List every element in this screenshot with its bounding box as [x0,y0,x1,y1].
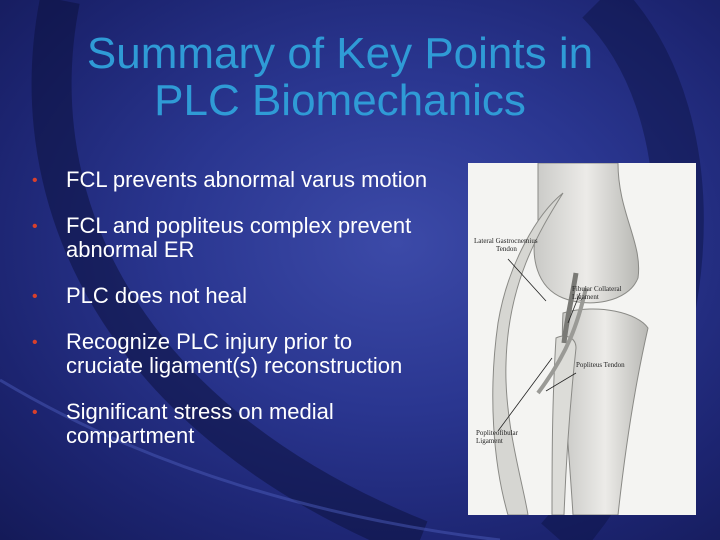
knee-anatomy-figure [468,163,696,515]
bullet-item [28,168,428,192]
bullet-dot-icon: • [32,334,38,351]
label-lateral-gastrocnemius [474,237,538,253]
label-text: Popliteus Tendon [576,361,625,369]
label-text: Fibular Collateral [572,285,622,293]
bullet-dot-icon: • [32,404,38,421]
bullet-dot-icon: • [32,172,38,189]
label-popliteus-tendon [576,361,625,369]
bullet-dot-icon: • [32,218,38,235]
bullet-list [28,168,428,470]
bullet-item [28,330,428,378]
label-fibular-collateral-ligament [572,285,622,301]
bullet-dot-icon: • [32,288,38,305]
bullet-text: Recognize PLC injury prior to cruciate ligament(s) reconstruction [66,329,403,378]
knee-anatomy-illustration [468,163,696,515]
label-text: Popliteofibular [476,429,518,437]
label-text: Tendon [496,245,517,253]
bullet-text: FCL prevents abnormal varus motion [66,167,428,192]
title-line-2: PLC Biomechanics [154,76,526,125]
bullet-text: Significant stress on medial compartment [66,399,334,448]
bullet-text: PLC does not heal [66,283,248,308]
bullet-item [28,214,428,262]
bullet-item [28,400,428,448]
label-popliteofibular-ligament [476,429,518,445]
slide-title [40,30,640,124]
label-text: Ligament [572,293,599,301]
bullet-item [28,284,428,308]
label-text: Lateral Gastrocnemius [474,237,538,245]
title-line-1: Summary of Key Points in [86,29,594,78]
label-text: Ligament [476,437,503,445]
bullet-text: FCL and popliteus complex prevent abnormal ER [66,213,412,262]
